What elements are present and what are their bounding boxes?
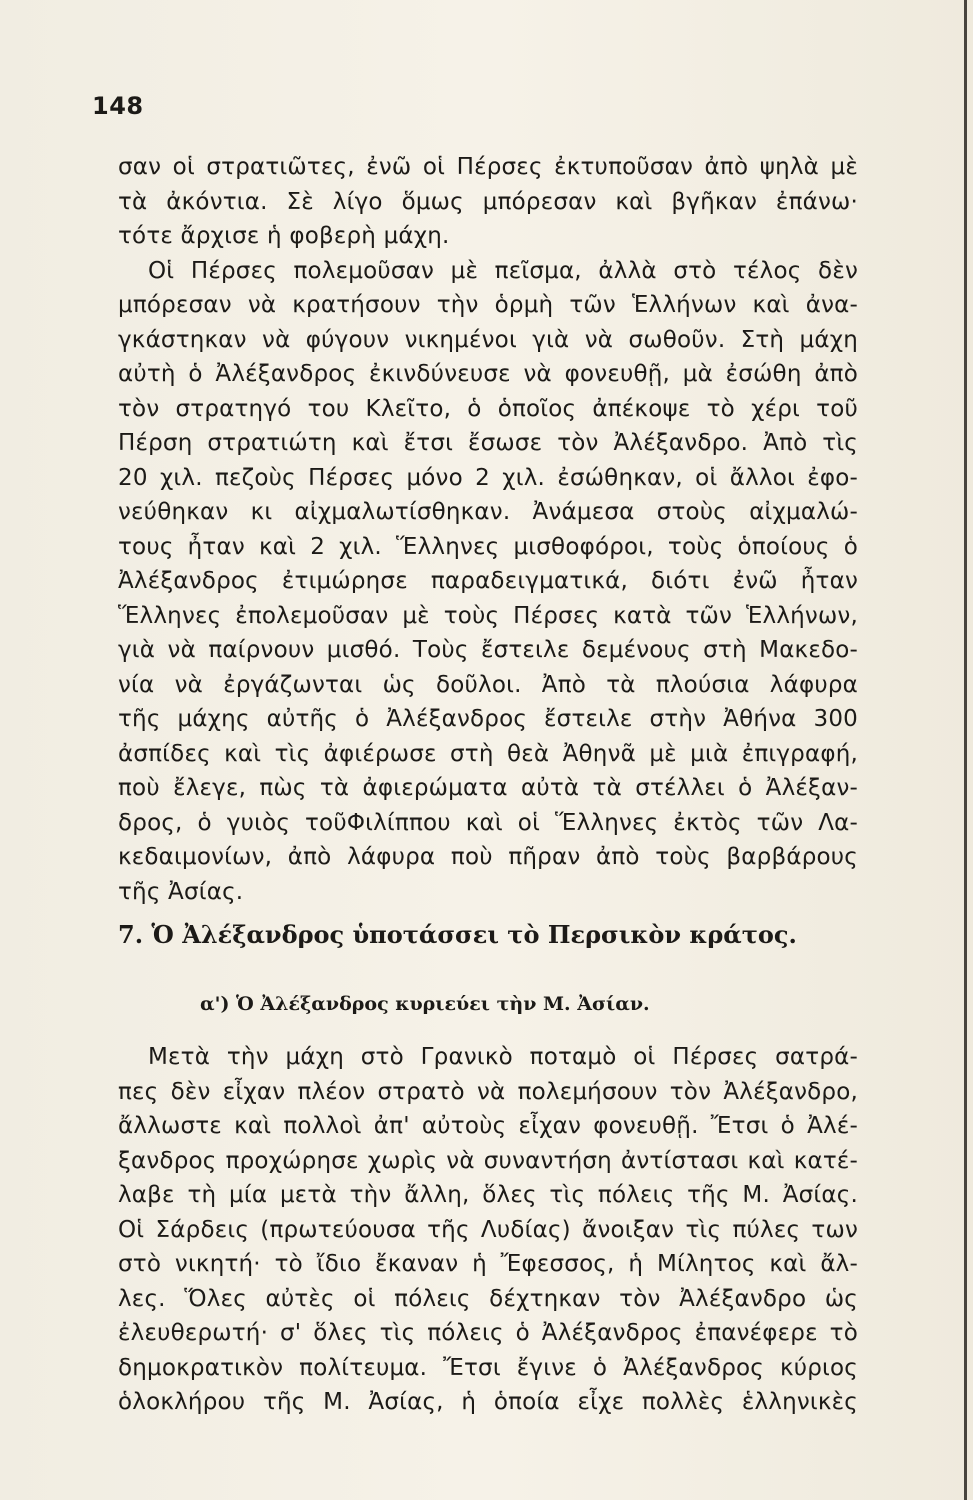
page-number: 148 (92, 92, 144, 120)
text-line: 20 χιλ. πεζοὺς Πέρσες μόνο 2 χιλ. ἐσώθηκαν, οἱ ἄλλοι ἐφο- (118, 464, 858, 491)
text-line: τὰ ἀκόντια. Σὲ λίγο ὅμως μπόρεσαν καὶ βγῆκαν ἐπάνω· (118, 188, 858, 215)
text-line: Μετὰ τὴν μάχη στὸ Γρανικὸ ποταμὸ οἱ Πέρσες σατρά- (148, 1044, 858, 1070)
text-line: ἄλλωστε καὶ πολλοὶ ἀπ' αὐτοὺς εἶχαν φονευθῇ. Ἔτσι ὁ Ἀλέ- (118, 1113, 858, 1139)
text-line: Οἱ Πέρσες πολεμοῦσαν μὲ πεῖσμα, ἀλλὰ στὸ τέλος δὲν (148, 257, 858, 284)
text-line: τὸν στρατηγό του Κλεῖτο, ὁ ὁποῖος ἀπέκοψε τὸ χέρι τοῦ (118, 395, 858, 422)
text-line: τῆς μάχης αὐτῆς ὁ Ἀλέξανδρος ἔστειλε στὴν Ἀθήνα 300 (118, 706, 858, 732)
text-line: Ἀλέξανδρος ἐτιμώρησε παραδειγματικά, διότι ἐνῶ ἦταν (118, 568, 858, 594)
subsection-heading: α') Ὁ Ἀλέξανδρος κυριεύει τὴν Μ. Ἀσίαν. (200, 993, 650, 1015)
text-line: στὸ νικητή· τὸ ἴδιο ἔκαναν ἡ Ἔφεσσος, ἡ Μίλητος καὶ ἄλ- (118, 1251, 858, 1277)
text-line: τότε ἄρχισε ἡ φοβερὴ μάχη. (118, 223, 450, 249)
text-line: πες δὲν εἶχαν πλέον στρατὸ νὰ πολεμήσουν τὸν Ἀλέξανδρο, (118, 1078, 858, 1105)
text-line: νεύθηκαν κι αἰχμαλωτίσθηκαν. Ἀνάμεσα στοὺς αἰχμαλώ- (118, 499, 858, 525)
text-line: ξανδρος προχώρησε χωρὶς νὰ συναντήση ἀντίστασι καὶ κατέ- (118, 1147, 858, 1174)
text-line: ὁλοκλήρου τῆς Μ. Ἀσίας, ἡ ὁποία εἶχε πολλὲς ἑλληνικὲς (118, 1389, 858, 1415)
text-line: αὐτὴ ὁ Ἀλέξανδρος ἐκινδύνευσε νὰ φονευθῇ, μὰ ἐσώθη ἀπὸ (118, 361, 858, 387)
text-line: σαν οἱ στρατιῶτες, ἐνῶ οἱ Πέρσες ἐκτυποῦσαν ἀπὸ ψηλὰ μὲ (118, 154, 858, 180)
body-text-bottom (118, 1040, 858, 1420)
text-line: δημοκρατικὸν πολίτευμα. Ἔτσι ἔγινε ὁ Ἀλέξανδρος κύριος (118, 1354, 858, 1381)
text-line: λαβε τὴ μία μετὰ τὴν ἄλλη, ὅλες τὶς πόλεις τῆς Μ. Ἀσίας. (118, 1182, 858, 1208)
text-line: Οἱ Σάρδεις (πρωτεύουσα τῆς Λυδίας) ἄνοιξαν τὶς πύλες των (118, 1216, 858, 1243)
body-text-top (118, 150, 858, 909)
text-line: λες. Ὅλες αὐτὲς οἱ πόλεις δέχτηκαν τὸν Ἀλέξανδρο ὡς (118, 1285, 858, 1312)
page-edge-shadow (964, 0, 967, 1500)
text-line: ἐλευθερωτή· σ' ὅλες τὶς πόλεις ὁ Ἀλέξανδρος ἐπανέφερε τὸ (118, 1320, 858, 1346)
text-line: Πέρση στρατιώτη καὶ ἔτσι ἔσωσε τὸν Ἀλέξανδρο. Ἀπὸ τὶς (118, 430, 858, 456)
section-heading: 7. Ὁ Ἀλέξανδρος ὑποτάσσει τὸ Περσικὸν κράτος. (118, 920, 797, 949)
text-line: γιὰ νὰ παίρνουν μισθό. Τοὺς ἔστειλε δεμένους στὴ Μακεδο- (118, 637, 858, 663)
text-line: μπόρεσαν νὰ κρατήσουν τὴν ὁρμὴ τῶν Ἑλλήνων καὶ ἀνα- (118, 292, 858, 318)
text-line: ἀσπίδες καὶ τὶς ἀφιέρωσε στὴ θεὰ Ἀθηνᾶ μὲ μιὰ ἐπιγραφή, (118, 740, 858, 767)
text-line: δρος, ὁ γυιὸς τοῦΦιλίππου καὶ οἱ Ἕλληνες ἐκτὸς τῶν Λα- (118, 809, 858, 836)
text-line: τους ἦταν καὶ 2 χιλ. Ἕλληνες μισθοφόροι, τοὺς ὁποίους ὁ (118, 533, 858, 560)
text-line: νία νὰ ἐργάζωνται ὡς δοῦλοι. Ἀπὸ τὰ πλούσια λάφυρα (118, 671, 858, 698)
text-line: ποὺ ἔλεγε, πὼς τὰ ἀφιερώματα αὐτὰ τὰ στέλλει ὁ Ἀλέξαν- (118, 775, 858, 801)
text-line: Ἕλληνες ἐπολεμοῦσαν μὲ τοὺς Πέρσες κατὰ τῶν Ἑλλήνων, (118, 602, 858, 629)
text-line: τῆς Ἀσίας. (118, 878, 244, 905)
text-line: κεδαιμονίων, ἀπὸ λάφυρα ποὺ πῆραν ἀπὸ τοὺς βαρβάρους (118, 844, 858, 870)
text-line: γκάστηκαν νὰ φύγουν νικημένοι γιὰ νὰ σωθοῦν. Στὴ μάχη (118, 326, 858, 353)
